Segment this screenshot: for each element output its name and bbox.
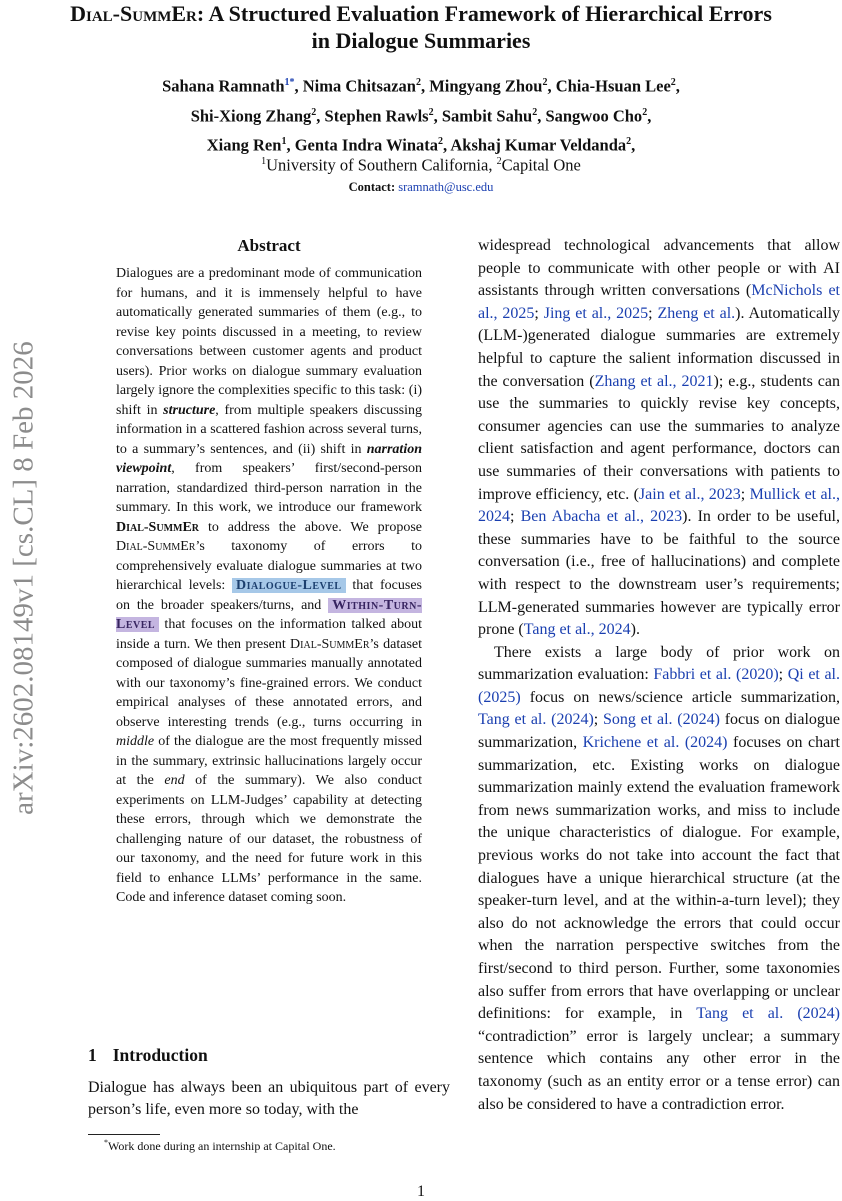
contact-email-link[interactable]: sramnath@usc.edu	[398, 180, 494, 194]
citation-link[interactable]: Zheng et al.	[657, 304, 736, 322]
author-affiliation: 2	[532, 106, 538, 118]
citation-link[interactable]: Jain et al., 2023	[638, 485, 741, 503]
affiliation-mark: 2	[496, 156, 502, 167]
author-affiliation: 1*	[284, 77, 295, 88]
contact-label: Contact:	[348, 180, 396, 194]
right-column	[478, 235, 840, 1116]
abstract-text: ’s dataset composed of dialogue summaries manually annotated with our taxonomy’s fine-grained errors. We conduct empirical analyses of these annotated errors, and observe interesting trends (e.g., turns occurring in	[116, 636, 422, 730]
author-list: Sahana Ramnath$^{1*}$, Nima Chitsazan$^2$, Mingyang Zhou$^2$, Chia-Hsuan Lee$^2$, Shi-Xiong Zhang$^2$, Stephen Rawls$^2$, Sambit Sahu$^2$, Sangwoo Cho$^2$, Xiang Ren$^1$, Genta Indra Winata$^2$, Akshaj Kumar Veldanda$^2$,	[162, 76, 680, 155]
affiliation-mark: 1	[261, 156, 267, 167]
body-text: ).	[630, 621, 640, 639]
citation-link[interactable]: Qi et al. (2025)	[478, 666, 840, 706]
author-affiliation: 2	[311, 106, 317, 118]
author: Nima Chitsazan	[302, 76, 416, 96]
footnote-text: Work done during an internship at Capital One.	[108, 1139, 336, 1153]
author: Sangwoo Cho	[545, 106, 643, 125]
dialogue-level-tag: Dialogue-Level	[232, 578, 346, 593]
author-affiliation: 2	[642, 106, 648, 118]
affiliation-name: Capital One	[501, 155, 581, 175]
within-turn-level-tag: Within-Turn-Level	[116, 597, 422, 632]
body-text: ). In order to be useful, these summaries have to be faithful to the source conversation (i.e., free of hallucinations) and complete with respect to the downstream user’s requirements; LLM-generated summaries however are typically error prone (	[478, 508, 840, 639]
emphasis-middle: middle	[116, 734, 155, 749]
body-text: “contradiction” error is largely unclear; a summary sentence which contains any other error in the taxonomy (such as an entity error or a tense error) can also be considered to have a contradiction error.	[478, 1027, 840, 1113]
abstract-text: Dialogues are a predominant mode of communication for humans, and it is immensely helpful to have automatically generated summaries of them (e.g., to revise key points discussed in a meeting, to review conversations between customer agents and product users). Prior works on dialogue summary evaluation largely ignore the complexities specific to this task: (i) shift in	[116, 266, 422, 418]
author: Sambit Sahu	[441, 106, 533, 125]
body-text: focus on news/science article summarization,	[520, 688, 840, 706]
citation-link[interactable]: Tang et al., 2024	[523, 621, 631, 639]
framework-name: Dial-SummEr	[116, 519, 199, 535]
author-affiliation: 1	[281, 136, 287, 147]
citation-link[interactable]: Fabbri et al. (2020)	[653, 666, 779, 684]
author: Akshaj Kumar Veldanda	[450, 135, 627, 155]
emphasis-structure: structure	[163, 402, 216, 418]
author: Stephen Rawls	[324, 106, 429, 125]
affiliation-name: University of Southern California	[266, 155, 489, 175]
footnote-rule	[88, 1134, 160, 1135]
citation-link[interactable]: Tang et al. (2024)	[478, 711, 594, 729]
contact-line	[100, 180, 742, 195]
citation-link[interactable]: Song et al. (2024)	[603, 711, 720, 729]
body-text: focus on dialogue summarization,	[478, 711, 840, 752]
abstract-text: that focuses on the broader speakers/turns, and	[116, 578, 423, 613]
framework-name: Dial-SummEr	[70, 1, 197, 26]
author-affiliation: 2	[542, 77, 548, 88]
author-affiliation: 2	[428, 106, 434, 118]
citation-link[interactable]: McNichols et al., 2025	[478, 282, 840, 322]
abstract-text: , from speakers’ first/second-person narration, standardized third-person narration in the summary. In this work, we introduce our framework	[116, 461, 422, 515]
framework-name: Dial-SummEr	[116, 539, 196, 554]
framework-name: Dial-SummEr	[290, 636, 370, 652]
abstract-text: of the summary). We also conduct experiments on LLM-Judges’ capability at detecting these errors, through which we demonstrate the challenging nature of our dataset, the robustness of our taxonomy, and the need for future work in this field to enhance LLMs’ performance in the same. Code and inference dataset coming soon.	[116, 773, 422, 905]
citation-link[interactable]: Ben Abacha et al., 2023	[520, 508, 683, 526]
abstract-text: ’s taxonomy of errors to comprehensively evaluate dialogue summaries at two hierarchical levels:	[116, 539, 422, 593]
body-text: focuses on chart summarization, etc. Existing works on dialogue summarization mainly extend the evaluation framework from news summarization works, and miss to include the unique characteristics of dialogue. For example, previous works do not take into account the fact that dialogues have a unique hierarchical structure (at the speaker-turn level, and at the within-a-turn level); they also do not acknowledge the errors that could occur when the narration perspective switches from the first/second to third person. Further, some taxonomies also suffer from errors that have overlapping or unclear definitions: for example, in	[478, 734, 840, 1023]
author: Sahana Ramnath	[162, 76, 285, 96]
citation-link[interactable]: Krichene et al. (2024)	[582, 734, 728, 752]
abstract-text: , from multiple speakers discussing information in a scattered fashion across several turns, to a summary’s sentences, and (ii) shift in	[116, 402, 422, 457]
abstract-heading: Abstract	[237, 236, 301, 255]
intro-paragraph: Dialogue has always been an ubiquitous part of every person’s life, even more so today, with the	[88, 1079, 450, 1118]
footnote-mark: *	[104, 1138, 108, 1147]
author: Chia-Hsuan Lee	[555, 76, 671, 96]
arxiv-stamp	[4, 298, 44, 858]
section-heading-introduction	[88, 1045, 208, 1066]
section-title: Introduction	[112, 1045, 208, 1065]
paper-title	[60, 0, 782, 54]
footnote	[104, 1138, 336, 1154]
author: Xiang Ren	[206, 135, 282, 155]
body-text: widespread technological advancements that allow people to communicate with other people or with AI assistants through written conversations (	[478, 237, 840, 300]
abstract-text: to address the above. We propose	[199, 519, 422, 535]
citation-link[interactable]: Tang et al. (2024)	[696, 1005, 840, 1023]
author-affiliation: 2	[670, 77, 676, 88]
author: Genta Indra Winata	[294, 135, 439, 155]
citation-link[interactable]: Zhang et al., 2021	[594, 372, 714, 390]
author: Mingyang Zhou	[429, 76, 543, 96]
page-number: 1	[417, 1183, 425, 1200]
citation-link[interactable]: Mullick et al., 2024	[478, 485, 840, 526]
paragraph: There exists a large body of prior work on summarization evaluation: Fabbri et al. (2020); Qi et al. (2025) focus on news/science article summarization, Tang et al. (2024); Song et al. (2024) focus on dialogue summarization, Krichene et al. (2024) focuses on chart summarization, etc. Existing works on dialogue summarization mainly extend the evaluation framework from news summarization works, and miss to include the unique characteristics of dialogue. For example, previous works do not take into account the fact that dialogues have a unique hierarchical structure (at the speaker-turn level, and at the within-a-turn level); they also do not acknowledge the errors that could occur when the narration perspective switches from the first/second to third person. Further, some taxonomies also suffer from errors that have overlapping or unclear definitions: for example, in Tang et al. (2024) “contradiction” error is largely unclear; a summary sentence which contains any other error in the taxonomy (such as an entity error or a tense error) can also be considered to have a contradiction error.	[478, 643, 840, 1113]
emphasis-narration: narration viewpoint	[116, 441, 422, 476]
author: Shi-Xiong Zhang	[190, 106, 312, 125]
abstract-text: that focuses on the information talked about inside a turn. We then present	[116, 617, 422, 652]
body-text: ); e.g., students can use the summaries to quickly revise key concepts, consumer agencies can use the summaries to analyze client satisfaction and agent performance, doctors can use summaries of their conversations with patients to improve efficiency, etc. (	[478, 372, 840, 503]
citation-link[interactable]: Jing et al., 2025	[543, 304, 649, 322]
title-rest: : A Structured Evaluation Framework of Hierarchical Errors in Dialogue Summaries	[196, 1, 772, 53]
author-affiliation: 2	[415, 77, 421, 88]
arxiv-id: arXiv:2602.08149v1 [cs.CL] 8 Feb 2026	[7, 341, 40, 815]
author-affiliation: 2	[626, 136, 632, 147]
paragraph: widespread technological advancements that allow people to communicate with other people or with AI assistants through written conversations (McNichols et al., 2025; Jing et al., 2025; Zheng et al.). Automatically (LLM-)generated dialogue summaries are extremely helpful to capture the salient information discussed in the conversation (Zhang et al., 2021); e.g., students can use the summaries to quickly revise key concepts, consumer agencies can use the summaries to analyze client satisfaction and agent performance, doctors can use summaries of their conversations with patients to improve efficiency, etc. (Jain et al., 2023; Mullick et al., 2024; Ben Abacha et al., 2023). In order to be useful, these summaries have to be faithful to the source conversation (i.e., free of hallucinations) and complete with respect to the downstream user’s requirements; LLM-generated summaries however are typically error prone (Tang et al., 2024).	[478, 237, 841, 639]
body-text: There exists a large body of prior work on summarization evaluation:	[478, 643, 840, 684]
affiliations: $^1$University of Southern California, $^2$Capital One	[261, 155, 581, 175]
section-number: 1	[88, 1045, 97, 1065]
emphasis-end: end	[164, 773, 185, 788]
author-affiliation: 2	[438, 136, 444, 147]
body-text: ). Automatically (LLM-)generated dialogue summaries are extremely helpful to capture the salient information discussed in the conversation (	[478, 304, 841, 390]
abstract-body	[116, 264, 422, 908]
abstract-text: of the dialogue are the most frequently missed in the summary, extrinsic hallucinations largely occur at the	[116, 734, 422, 788]
